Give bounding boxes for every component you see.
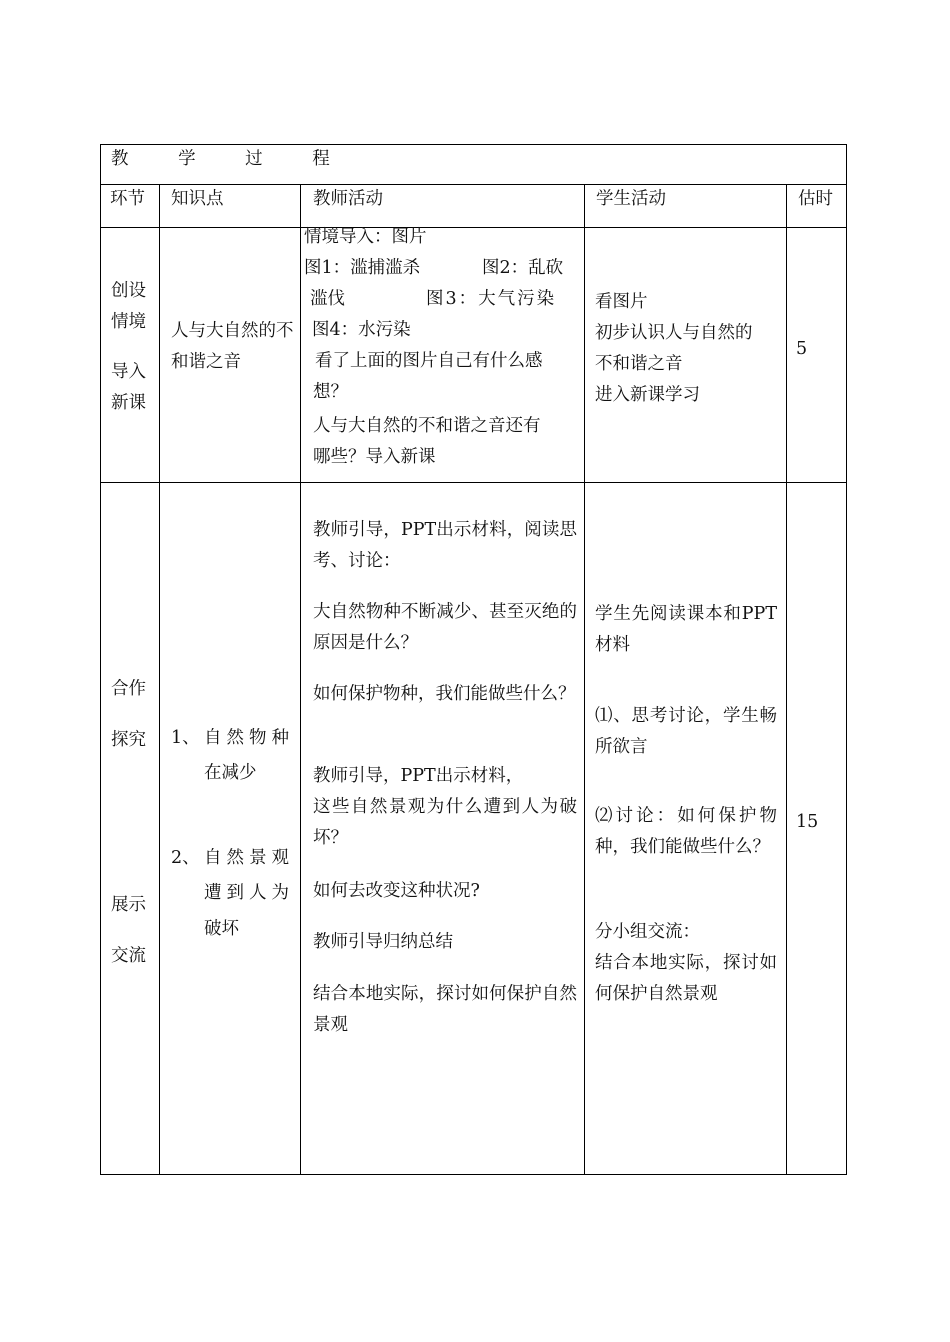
- teacher-activity-paragraph: 如何保护物种，我们能做些什么？: [313, 684, 576, 704]
- header-estimated-time: 估时: [798, 189, 833, 209]
- stage-text: 展示: [111, 895, 146, 915]
- column-divider: [786, 184, 787, 1174]
- stage-text: 交流: [111, 946, 146, 966]
- column-divider: [300, 184, 301, 1174]
- student-activity-paragraph: 分小组交流：: [595, 922, 700, 942]
- stage-text: 探究: [111, 730, 146, 750]
- student-activity-line: 初步认识人与自然的: [595, 323, 753, 343]
- teacher-activity-paragraph: 这些自然景观为什么遭到人为破坏？: [313, 797, 577, 848]
- knowledge-item-text: 自然景观: [204, 848, 294, 868]
- header-stage: 环节: [110, 189, 145, 209]
- student-activity-line: 看图片: [595, 292, 648, 312]
- stage-text: 创设: [111, 281, 146, 301]
- row-divider: [101, 227, 846, 228]
- teacher-activity-line: 人与大自然的不和谐之音还有: [313, 416, 541, 436]
- knowledge-item-number: 2、: [171, 848, 200, 868]
- stage-text: 合作: [111, 679, 146, 699]
- teacher-activity-line: 哪些？导入新课: [313, 447, 436, 467]
- teacher-activity-line: 滥伐: [310, 289, 345, 309]
- teacher-activity-line: 情境导入：图片: [304, 227, 427, 247]
- student-activity-paragraph: ⑵讨论：如何保护物种，我们能做些什么？: [595, 806, 777, 857]
- table-caption: 教 学 过 程: [111, 149, 352, 169]
- stage-text: 导入: [111, 362, 146, 382]
- header-student-activity: 学生活动: [596, 189, 666, 209]
- knowledge-item-text: 遭到人为: [204, 883, 294, 903]
- teacher-activity-paragraph: 教师引导，PPT出示材料，阅读思考、讨论：: [313, 520, 577, 571]
- teacher-activity-paragraph: 教师引导归纳总结: [313, 932, 453, 952]
- knowledge-item-number: 1、: [171, 728, 200, 748]
- student-activity-line: 进入新课学习: [595, 385, 700, 405]
- knowledge-point: 人与大自然的不和谐之音: [171, 321, 294, 372]
- teacher-activity-line: 图1：滥捕滥杀: [304, 258, 421, 278]
- teacher-activity-line: 图3：大气污染: [426, 289, 557, 309]
- header-teacher-activity: 教师活动: [313, 189, 383, 209]
- stage-text: 新课: [111, 393, 146, 413]
- knowledge-item-text: 在减少: [204, 763, 257, 783]
- column-divider: [584, 184, 585, 1174]
- header-knowledge: 知识点: [171, 189, 224, 209]
- teacher-activity-paragraph: 如何去改变这种状况?: [313, 881, 480, 901]
- estimated-time: 5: [796, 339, 808, 359]
- teacher-activity-line: 图2：乱砍: [482, 258, 564, 278]
- row-divider: [101, 482, 846, 483]
- teacher-activity-paragraph: 教师引导，PPT出示材料，: [313, 766, 524, 786]
- student-activity-line: 不和谐之音: [595, 354, 683, 374]
- teacher-activity-line: 想？: [313, 382, 348, 402]
- teacher-activity-paragraph: 结合本地实际，探讨如何保护自然景观: [313, 984, 577, 1035]
- column-divider: [159, 184, 160, 1174]
- teacher-activity-line: 看了上面的图片自己有什么感: [315, 351, 543, 371]
- teaching-process-table: [100, 144, 847, 1175]
- student-activity-paragraph: 结合本地实际，探讨如何保护自然景观: [595, 953, 777, 1004]
- student-activity-paragraph: 学生先阅读课本和PPT材料: [595, 604, 777, 655]
- knowledge-item-text: 自然物种: [204, 728, 294, 748]
- estimated-time: 15: [796, 812, 819, 832]
- stage-text: 情境: [111, 312, 146, 332]
- teacher-activity-paragraph: 大自然物种不断减少、甚至灭绝的原因是什么？: [313, 602, 577, 653]
- knowledge-item-text: 破坏: [204, 919, 239, 939]
- student-activity-paragraph: ⑴、思考讨论，学生畅所欲言: [595, 706, 777, 757]
- teacher-activity-line: 图4：水污染: [312, 320, 411, 340]
